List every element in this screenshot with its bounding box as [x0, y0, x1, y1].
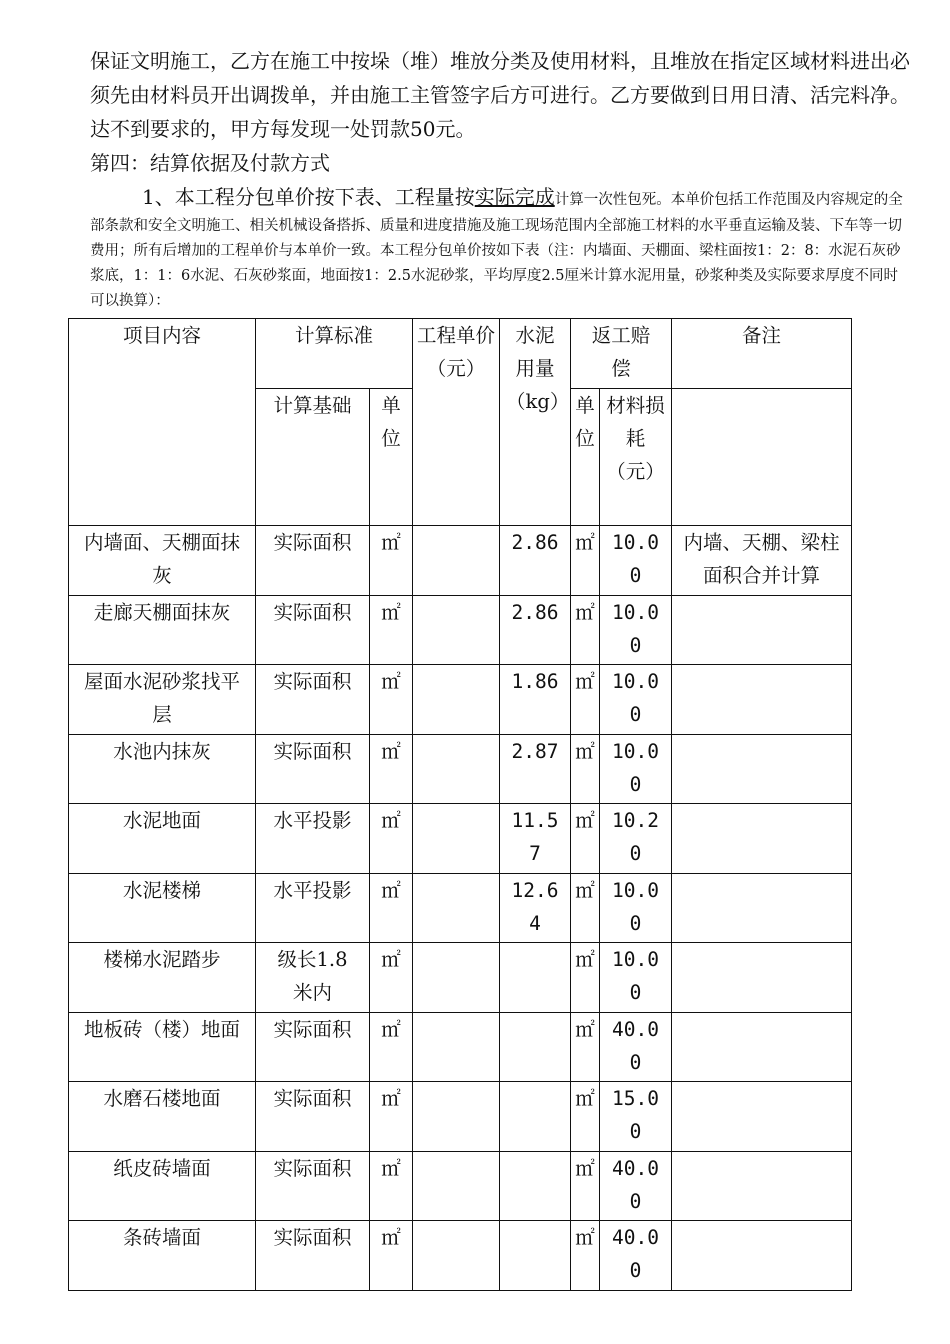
row-cement: 1.86: [500, 665, 571, 735]
row-remark: [672, 734, 852, 804]
row-loss-text: 40.00: [612, 1156, 659, 1213]
row-basis: [256, 943, 370, 1013]
table-row: [69, 1082, 852, 1152]
row-basis: 实际面积: [256, 526, 370, 596]
row-item: 楼梯水泥踏步: [69, 943, 256, 1013]
row-remark: [672, 943, 852, 1013]
header-material-loss: [600, 389, 672, 526]
header-material-loss-text: 材料损耗（元）: [606, 394, 665, 483]
row-remark: [672, 526, 852, 596]
row-rework-unit: ㎡: [571, 526, 600, 596]
header-cement: [500, 319, 571, 526]
row-loss-text: 10.00: [612, 531, 659, 587]
row-basis: 水平投影: [256, 873, 370, 943]
row-basis: 实际面积: [256, 1082, 370, 1152]
row-loss-text: 40.00: [612, 1017, 659, 1074]
row-item-text: 地板砖（楼）地面: [83, 1017, 240, 1041]
table-row: [69, 595, 852, 665]
row-price: [413, 943, 500, 1013]
row-rework-unit: ㎡: [571, 595, 600, 665]
row-unit: ㎡: [370, 873, 413, 943]
header-unit-price-text: 工程单价（元）: [417, 324, 496, 380]
row-cement: [500, 1221, 571, 1291]
row-loss: [600, 595, 672, 665]
row-loss-text: 10.00: [612, 739, 659, 796]
pricing-lead-text: 1、本工程分包单价按下表、工程量按: [142, 185, 475, 209]
row-loss: [600, 1012, 672, 1082]
row-remark: [672, 1221, 852, 1291]
header-calc-basis: 计算基础: [256, 389, 370, 526]
row-basis: 实际面积: [256, 1151, 370, 1221]
row-price: [413, 526, 500, 596]
row-rework-unit: ㎡: [571, 804, 600, 874]
table-row: [69, 1151, 852, 1221]
row-basis: 实际面积: [256, 665, 370, 735]
row-remark: [672, 1012, 852, 1082]
table-row: [69, 526, 852, 596]
row-item: 走廊天棚面抹灰: [69, 595, 256, 665]
row-loss: [600, 526, 672, 596]
row-cement: [500, 873, 571, 943]
row-cement: 2.87: [500, 734, 571, 804]
row-loss: [600, 943, 672, 1013]
row-cement: [500, 943, 571, 1013]
row-item: [69, 526, 256, 596]
pricing-rest-text: 计算一次性包死。本单价包括工作范围及内容规定的全部条款和安全文明施工、相关机械设备搭拆、质量和进度措施及施工现场范围内全部施工材料的水平垂直运输及装、下车等一切费用；所有后增加的工程单价与本单价一致。本工程分包单价按如下表（注：内墙面、天棚面、梁柱面按1：2：8：水泥石灰砂浆底，1：1：6水泥、石灰砂浆面，地面按1：2.5水泥砂浆，平均厚度2.5厘米计算水泥用量，砂浆种类及实际要求厚度不同时可以换算）：: [90, 192, 903, 309]
table-row: [69, 943, 852, 1013]
row-rework-unit: ㎡: [571, 943, 600, 1013]
header-calc-standard: 计算标准: [256, 319, 413, 389]
header-remarks: 备注: [672, 319, 852, 389]
row-rework-unit: ㎡: [571, 1151, 600, 1221]
table-row: [69, 804, 852, 874]
row-price: [413, 1151, 500, 1221]
row-price: [413, 873, 500, 943]
section-heading-settlement: 第四：结算依据及付款方式: [90, 151, 330, 175]
row-price: [413, 804, 500, 874]
table-row: [69, 665, 852, 735]
row-price: [413, 734, 500, 804]
row-item: 水池内抹灰: [69, 734, 256, 804]
row-unit: ㎡: [370, 1151, 413, 1221]
header-unit-price: [413, 319, 500, 526]
row-rework-unit: ㎡: [571, 873, 600, 943]
table-row: [69, 1012, 852, 1082]
row-cement-text: 12.64: [511, 878, 559, 935]
row-loss-text: 10.20: [612, 809, 659, 865]
row-loss-text: 15.00: [612, 1087, 659, 1143]
row-item: 水磨石楼地面: [69, 1082, 256, 1152]
row-cement: [500, 1151, 571, 1221]
row-loss: [600, 1082, 672, 1152]
row-loss: [600, 1221, 672, 1291]
row-remark-text: 内墙、天棚、梁柱面积合并计算: [683, 531, 840, 587]
row-item: [69, 1012, 256, 1082]
row-loss-text: 10.00: [612, 878, 659, 935]
row-price: [413, 1082, 500, 1152]
row-loss: [600, 804, 672, 874]
row-price: [413, 665, 500, 735]
row-unit: ㎡: [370, 526, 413, 596]
row-remark: [672, 665, 852, 735]
row-basis: 实际面积: [256, 1221, 370, 1291]
row-unit: ㎡: [370, 943, 413, 1013]
row-price: [413, 1221, 500, 1291]
row-price: [413, 1012, 500, 1082]
row-loss-text: 40.00: [612, 1226, 659, 1282]
row-cement: [500, 804, 571, 874]
header-unit-text: 单位: [381, 394, 401, 450]
pricing-table: [68, 318, 852, 1291]
row-item: [69, 665, 256, 735]
row-loss: [600, 873, 672, 943]
row-basis: 水平投影: [256, 804, 370, 874]
row-unit: ㎡: [370, 665, 413, 735]
row-basis: 实际面积: [256, 1012, 370, 1082]
header-remarks-empty: [672, 389, 852, 526]
header-cement-text: 水泥用量（kg）: [506, 324, 570, 413]
row-item: 条砖墙面: [69, 1221, 256, 1291]
row-rework-unit: ㎡: [571, 665, 600, 735]
table-row: [69, 734, 852, 804]
row-rework-unit: ㎡: [571, 734, 600, 804]
header-item: 项目内容: [69, 319, 256, 526]
row-item: 纸皮砖墙面: [69, 1151, 256, 1221]
row-remark: [672, 873, 852, 943]
row-unit: ㎡: [370, 804, 413, 874]
table-row: [69, 1221, 852, 1291]
pricing-underlined-text: 实际完成: [474, 185, 555, 209]
row-loss-text: 10.00: [612, 670, 659, 726]
paragraph-pricing-terms: [90, 180, 910, 314]
row-unit: ㎡: [370, 595, 413, 665]
row-unit: ㎡: [370, 1221, 413, 1291]
header-rework: [571, 319, 672, 389]
paragraph-site-rules: 保证文明施工，乙方在施工中按垛（堆）堆放分类及使用材料，且堆放在指定区域材料进出必须先由材料员开出调拨单，并由施工主管签字后方可进行。乙方要做到日用日清、活完料净。达不到要求的，甲方每发现一处罚款50元。: [90, 49, 910, 141]
row-loss: [600, 734, 672, 804]
table-row: [69, 873, 852, 943]
row-loss: [600, 1151, 672, 1221]
row-unit: ㎡: [370, 1082, 413, 1152]
row-remark: [672, 1082, 852, 1152]
row-unit: ㎡: [370, 734, 413, 804]
row-remark: [672, 804, 852, 874]
row-remark: [672, 1151, 852, 1221]
row-cement: [500, 1012, 571, 1082]
row-cement: 2.86: [500, 526, 571, 596]
row-item: 水泥楼梯: [69, 873, 256, 943]
row-rework-unit: ㎡: [571, 1012, 600, 1082]
row-basis-text: 级长1.8米内: [277, 948, 348, 1004]
row-basis: 实际面积: [256, 734, 370, 804]
header-unit: [370, 389, 413, 526]
row-cement-text: 11.57: [511, 809, 559, 865]
row-cement: [500, 1082, 571, 1152]
header-rework-unit: 单位: [571, 389, 600, 526]
row-price: [413, 595, 500, 665]
row-rework-unit: ㎡: [571, 1082, 600, 1152]
row-loss: [600, 665, 672, 735]
row-unit: ㎡: [370, 1012, 413, 1082]
row-cement: 2.86: [500, 595, 571, 665]
row-basis: 实际面积: [256, 595, 370, 665]
header-rework-text: 返工赔偿: [591, 324, 651, 380]
row-remark: [672, 595, 852, 665]
row-item-text: 屋面水泥砂浆找平层: [83, 670, 240, 726]
row-loss-text: 10.00: [612, 600, 659, 657]
row-rework-unit: ㎡: [571, 1221, 600, 1291]
row-item-text: 内墙面、天棚面抹灰: [83, 531, 240, 587]
row-loss-text: 10.00: [612, 948, 659, 1004]
row-item: 水泥地面: [69, 804, 256, 874]
